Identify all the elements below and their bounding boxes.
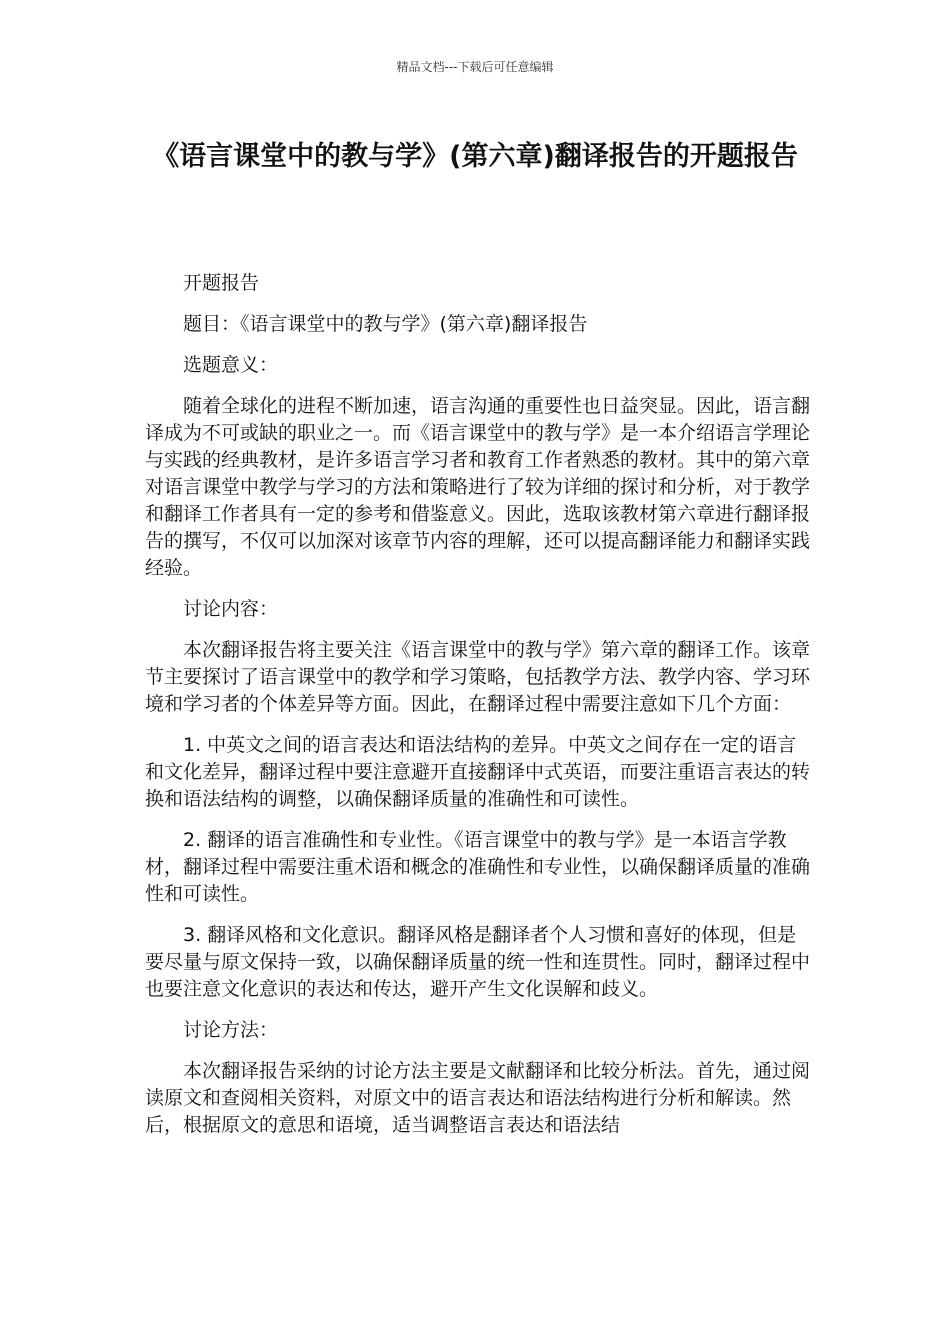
point-1-paragraph: 1. 中英文之间的语言表达和语法结构的差异。中英文之间存在一定的语言和文化差异，翻译过程中要注意避开直接翻译中式英语，而要注重语言表达的转换和语法结构的调整，以确保翻译质量的准确性和可读性。: [145, 734, 811, 810]
content-paragraph: 本次翻译报告将主要关注《语言课堂中的教与学》第六章的翻译工作。该章节主要探讨了语言课堂中的教学和学习策略，包括教学方法、教学内容、学习环境和学习者的个体差异等方面。因此，在翻译过程中需要注意如下几个方面：: [145, 639, 811, 715]
point-3-paragraph: 3. 翻译风格和文化意识。翻译风格是翻译者个人习惯和喜好的体现，但是要尽量与原文保持一致，以确保翻译质量的统一性和连贯性。同时，翻译过程中也要注意文化意识的表达和传达，避开产生文化误解和歧义。: [145, 924, 811, 1000]
document-body: [145, 270, 810, 1153]
significance-paragraph: 随着全球化的进程不断加速，语言沟通的重要性也日益突显。因此，语言翻译成为不可或缺的职业之一。而《语言课堂中的教与学》是一本介绍语言学理论与实践的经典教材，是许多语言学习者和教育工作者熟悉的教材。其中的第六章对语言课堂中教学与学习的方法和策略进行了较为详细的探讨和分析，对于教学和翻译工作者具有一定的参考和借鉴意义。因此，选取该教材第六章进行翻译报告的撰写，不仅可以加深对该章节内容的理解，还可以提高翻译能力和翻译实践经验。: [145, 395, 811, 579]
header-note: 精品文档---下载后可任意编辑: [396, 60, 554, 74]
section-heading-content: 讨论内容：: [183, 598, 279, 620]
document-title: 《语言课堂中的教与学》(第六章)翻译报告的开题报告: [152, 141, 798, 172]
section-heading-significance: 选题意义：: [183, 354, 279, 376]
section-heading-method: 讨论方法：: [183, 1019, 279, 1041]
section-heading-report: 开题报告: [183, 272, 260, 294]
point-2-paragraph: 2. 翻译的语言准确性和专业性。《语言课堂中的教与学》是一本语言学教材，翻译过程中需要注重术语和概念的准确性和专业性，以确保翻译质量的准确性和可读性。: [145, 829, 811, 905]
method-paragraph: 本次翻译报告采纳的讨论方法主要是文献翻译和比较分析法。首先，通过阅读原文和查阅相关资料，对原文中的语言表达和语法结构进行分析和解读。然后，根据原文的意思和语境，适当调整语言表达和语法结: [145, 1060, 811, 1136]
topic-line: 题目：《语言课堂中的教与学》(第六章)翻译报告: [183, 313, 588, 335]
